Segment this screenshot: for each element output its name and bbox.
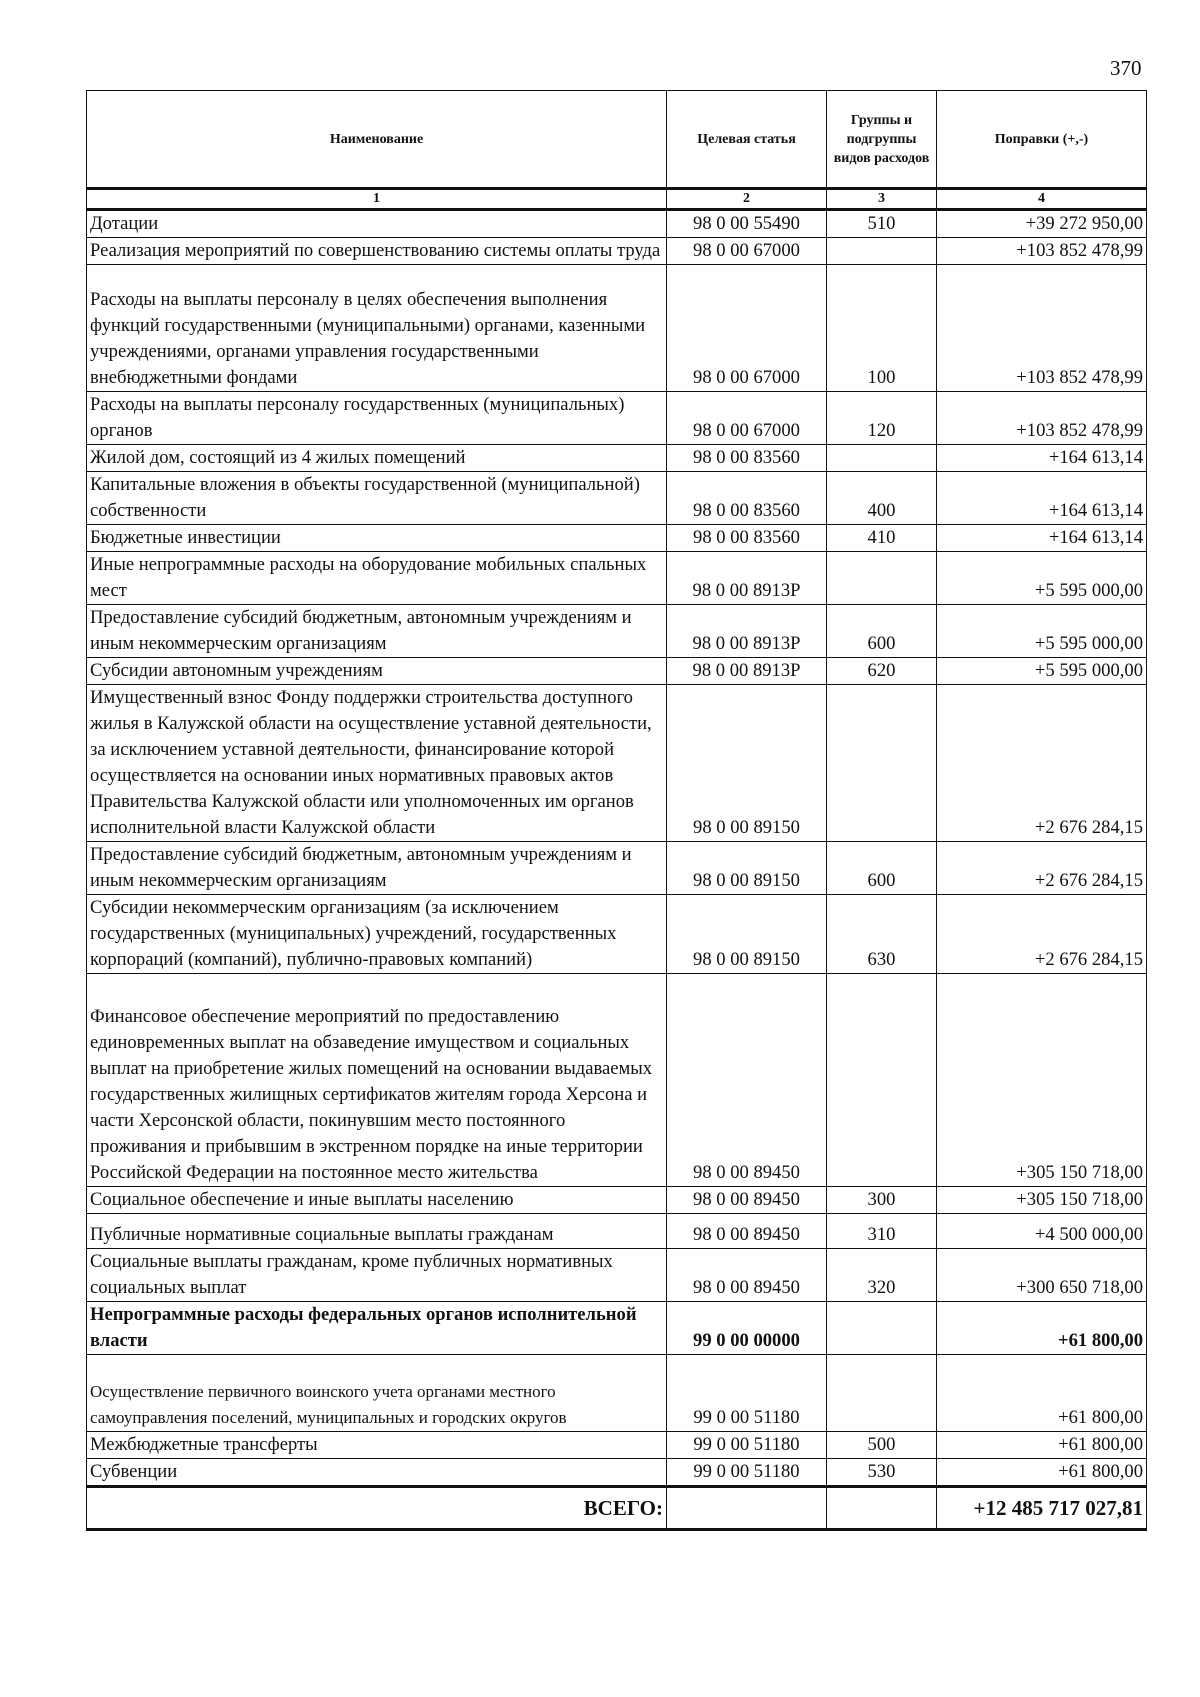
row-amount: +2 676 284,15	[937, 685, 1147, 842]
row-group: 600	[827, 605, 937, 658]
budget-amendments-table	[86, 90, 1147, 1531]
table-row	[87, 445, 1147, 472]
row-group	[827, 685, 937, 842]
table-row	[87, 1459, 1147, 1487]
row-code: 98 0 00 89150	[667, 685, 827, 842]
header-name: Наименование	[87, 91, 667, 189]
row-amount: +61 800,00	[937, 1302, 1147, 1355]
table-row	[87, 525, 1147, 552]
row-group: 500	[827, 1432, 937, 1459]
row-code: 98 0 00 89150	[667, 842, 827, 895]
row-name: Предоставление субсидий бюджетным, автономным учреждениям и иным некоммерческим организациям	[87, 605, 667, 658]
row-amount: +39 272 950,00	[937, 210, 1147, 238]
total-row	[87, 1487, 1147, 1530]
row-code: 98 0 00 8913Р	[667, 658, 827, 685]
row-amount: +164 613,14	[937, 525, 1147, 552]
header-group: Группы и подгруппы видов расходов	[827, 91, 937, 189]
row-code: 99 0 00 00000	[667, 1302, 827, 1355]
row-code: 98 0 00 67000	[667, 392, 827, 445]
row-amount: +5 595 000,00	[937, 605, 1147, 658]
row-amount: +2 676 284,15	[937, 842, 1147, 895]
row-name: Непрограммные расходы федеральных органов исполнительной власти	[87, 1302, 667, 1355]
table-row	[87, 1214, 1147, 1249]
row-group: 510	[827, 210, 937, 238]
column-number: 2	[667, 189, 827, 210]
row-name: Предоставление субсидий бюджетным, автономным учреждениям и иным некоммерческим организациям	[87, 842, 667, 895]
table-row	[87, 1302, 1147, 1355]
row-code: 98 0 00 83560	[667, 525, 827, 552]
table-row	[87, 392, 1147, 445]
row-group: 530	[827, 1459, 937, 1487]
row-name: Жилой дом, состоящий из 4 жилых помещений	[87, 445, 667, 472]
table-row	[87, 895, 1147, 974]
header-code: Целевая статья	[667, 91, 827, 189]
row-code: 99 0 00 51180	[667, 1459, 827, 1487]
row-name: Субвенции	[87, 1459, 667, 1487]
row-code: 98 0 00 55490	[667, 210, 827, 238]
row-name: Расходы на выплаты персоналу государственных (муниципальных) органов	[87, 392, 667, 445]
table-row	[87, 685, 1147, 842]
row-group: 410	[827, 525, 937, 552]
row-code: 98 0 00 8913Р	[667, 605, 827, 658]
row-name: Иные непрограммные расходы на оборудование мобильных спальных мест	[87, 552, 667, 605]
row-amount: +61 800,00	[937, 1432, 1147, 1459]
table-row	[87, 265, 1147, 392]
row-group: 300	[827, 1187, 937, 1214]
row-amount: +2 676 284,15	[937, 895, 1147, 974]
row-amount: +61 800,00	[937, 1355, 1147, 1432]
row-group: 620	[827, 658, 937, 685]
header-amount: Поправки (+,-)	[937, 91, 1147, 189]
row-group	[827, 445, 937, 472]
table-row	[87, 210, 1147, 238]
total-empty-cell	[827, 1487, 937, 1530]
row-code: 98 0 00 8913Р	[667, 552, 827, 605]
row-name: Финансовое обеспечение мероприятий по предоставлению единовременных выплат на обзаведение имуществом и социальных выплат на приобретение жилых помещений на основании выдаваемых государственных жилищных сертификатов жителям города Херсона и части Херсонской области, покинувшим место постоянного проживания и прибывшим в экстренном порядке на иные территории Российской Федерации на постоянное место жительства	[87, 974, 667, 1187]
row-amount: +4 500 000,00	[937, 1214, 1147, 1249]
row-code: 98 0 00 67000	[667, 238, 827, 265]
column-number: 3	[827, 189, 937, 210]
table-row	[87, 1355, 1147, 1432]
table-row	[87, 1187, 1147, 1214]
row-group	[827, 1302, 937, 1355]
row-group	[827, 974, 937, 1187]
total-amount: +12 485 717 027,81	[937, 1487, 1147, 1530]
row-name: Социальные выплаты гражданам, кроме публичных нормативных социальных выплат	[87, 1249, 667, 1302]
row-amount: +103 852 478,99	[937, 392, 1147, 445]
column-number: 1	[87, 189, 667, 210]
table-row	[87, 1249, 1147, 1302]
table-row	[87, 1432, 1147, 1459]
row-code: 98 0 00 89450	[667, 1187, 827, 1214]
column-number: 4	[937, 189, 1147, 210]
table-row	[87, 472, 1147, 525]
row-code: 98 0 00 89450	[667, 1249, 827, 1302]
row-code: 98 0 00 83560	[667, 472, 827, 525]
row-amount: +305 150 718,00	[937, 974, 1147, 1187]
row-code: 99 0 00 51180	[667, 1355, 827, 1432]
row-code: 99 0 00 51180	[667, 1432, 827, 1459]
row-group: 310	[827, 1214, 937, 1249]
total-label: ВСЕГО:	[87, 1487, 667, 1530]
row-group: 600	[827, 842, 937, 895]
table-header-row	[87, 91, 1147, 189]
row-name: Субсидии автономным учреждениям	[87, 658, 667, 685]
table-row	[87, 658, 1147, 685]
row-code: 98 0 00 67000	[667, 265, 827, 392]
row-name: Расходы на выплаты персоналу в целях обеспечения выполнения функций государственными (муниципальными) органами, казенными учреждениями, органами управления государственными внебюджетными фондами	[87, 265, 667, 392]
table-row	[87, 605, 1147, 658]
row-code: 98 0 00 89150	[667, 895, 827, 974]
row-amount: +5 595 000,00	[937, 658, 1147, 685]
row-amount: +61 800,00	[937, 1459, 1147, 1487]
table-row	[87, 974, 1147, 1187]
page-number: 370	[1110, 56, 1142, 80]
row-group: 100	[827, 265, 937, 392]
row-group	[827, 1355, 937, 1432]
row-name: Дотации	[87, 210, 667, 238]
row-group: 400	[827, 472, 937, 525]
row-name: Субсидии некоммерческим организациям (за исключением государственных (муниципальных) учреждений, государственных корпораций (компаний), публично-правовых компаний)	[87, 895, 667, 974]
table-row	[87, 842, 1147, 895]
row-group: 120	[827, 392, 937, 445]
row-code: 98 0 00 89450	[667, 1214, 827, 1249]
row-amount: +164 613,14	[937, 445, 1147, 472]
row-name: Публичные нормативные социальные выплаты гражданам	[87, 1214, 667, 1249]
row-name: Бюджетные инвестиции	[87, 525, 667, 552]
row-group: 320	[827, 1249, 937, 1302]
row-group	[827, 238, 937, 265]
row-code: 98 0 00 83560	[667, 445, 827, 472]
row-name: Межбюджетные трансферты	[87, 1432, 667, 1459]
total-empty-cell	[667, 1487, 827, 1530]
table-row	[87, 552, 1147, 605]
row-name: Капитальные вложения в объекты государственной (муниципальной) собственности	[87, 472, 667, 525]
row-amount: +300 650 718,00	[937, 1249, 1147, 1302]
row-group: 630	[827, 895, 937, 974]
row-amount: +103 852 478,99	[937, 238, 1147, 265]
table-row	[87, 238, 1147, 265]
row-group	[827, 552, 937, 605]
row-name: Социальное обеспечение и иные выплаты населению	[87, 1187, 667, 1214]
row-amount: +5 595 000,00	[937, 552, 1147, 605]
row-amount: +164 613,14	[937, 472, 1147, 525]
row-amount: +305 150 718,00	[937, 1187, 1147, 1214]
row-code: 98 0 00 89450	[667, 974, 827, 1187]
row-amount: +103 852 478,99	[937, 265, 1147, 392]
row-name: Реализация мероприятий по совершенствованию системы оплаты труда	[87, 238, 667, 265]
row-name: Осуществление первичного воинского учета органами местного самоуправления поселений, муниципальных и городских округов	[87, 1355, 667, 1432]
row-name: Имущественный взнос Фонду поддержки строительства доступного жилья в Калужской области на осуществление уставной деятельности, за исключением уставной деятельности, финансирование которой осуществляется на основании иных нормативных правовых актов Правительства Калужской области или уполномоченных им органов исполнительной власти Калужской области	[87, 685, 667, 842]
column-number-row	[87, 189, 1147, 210]
